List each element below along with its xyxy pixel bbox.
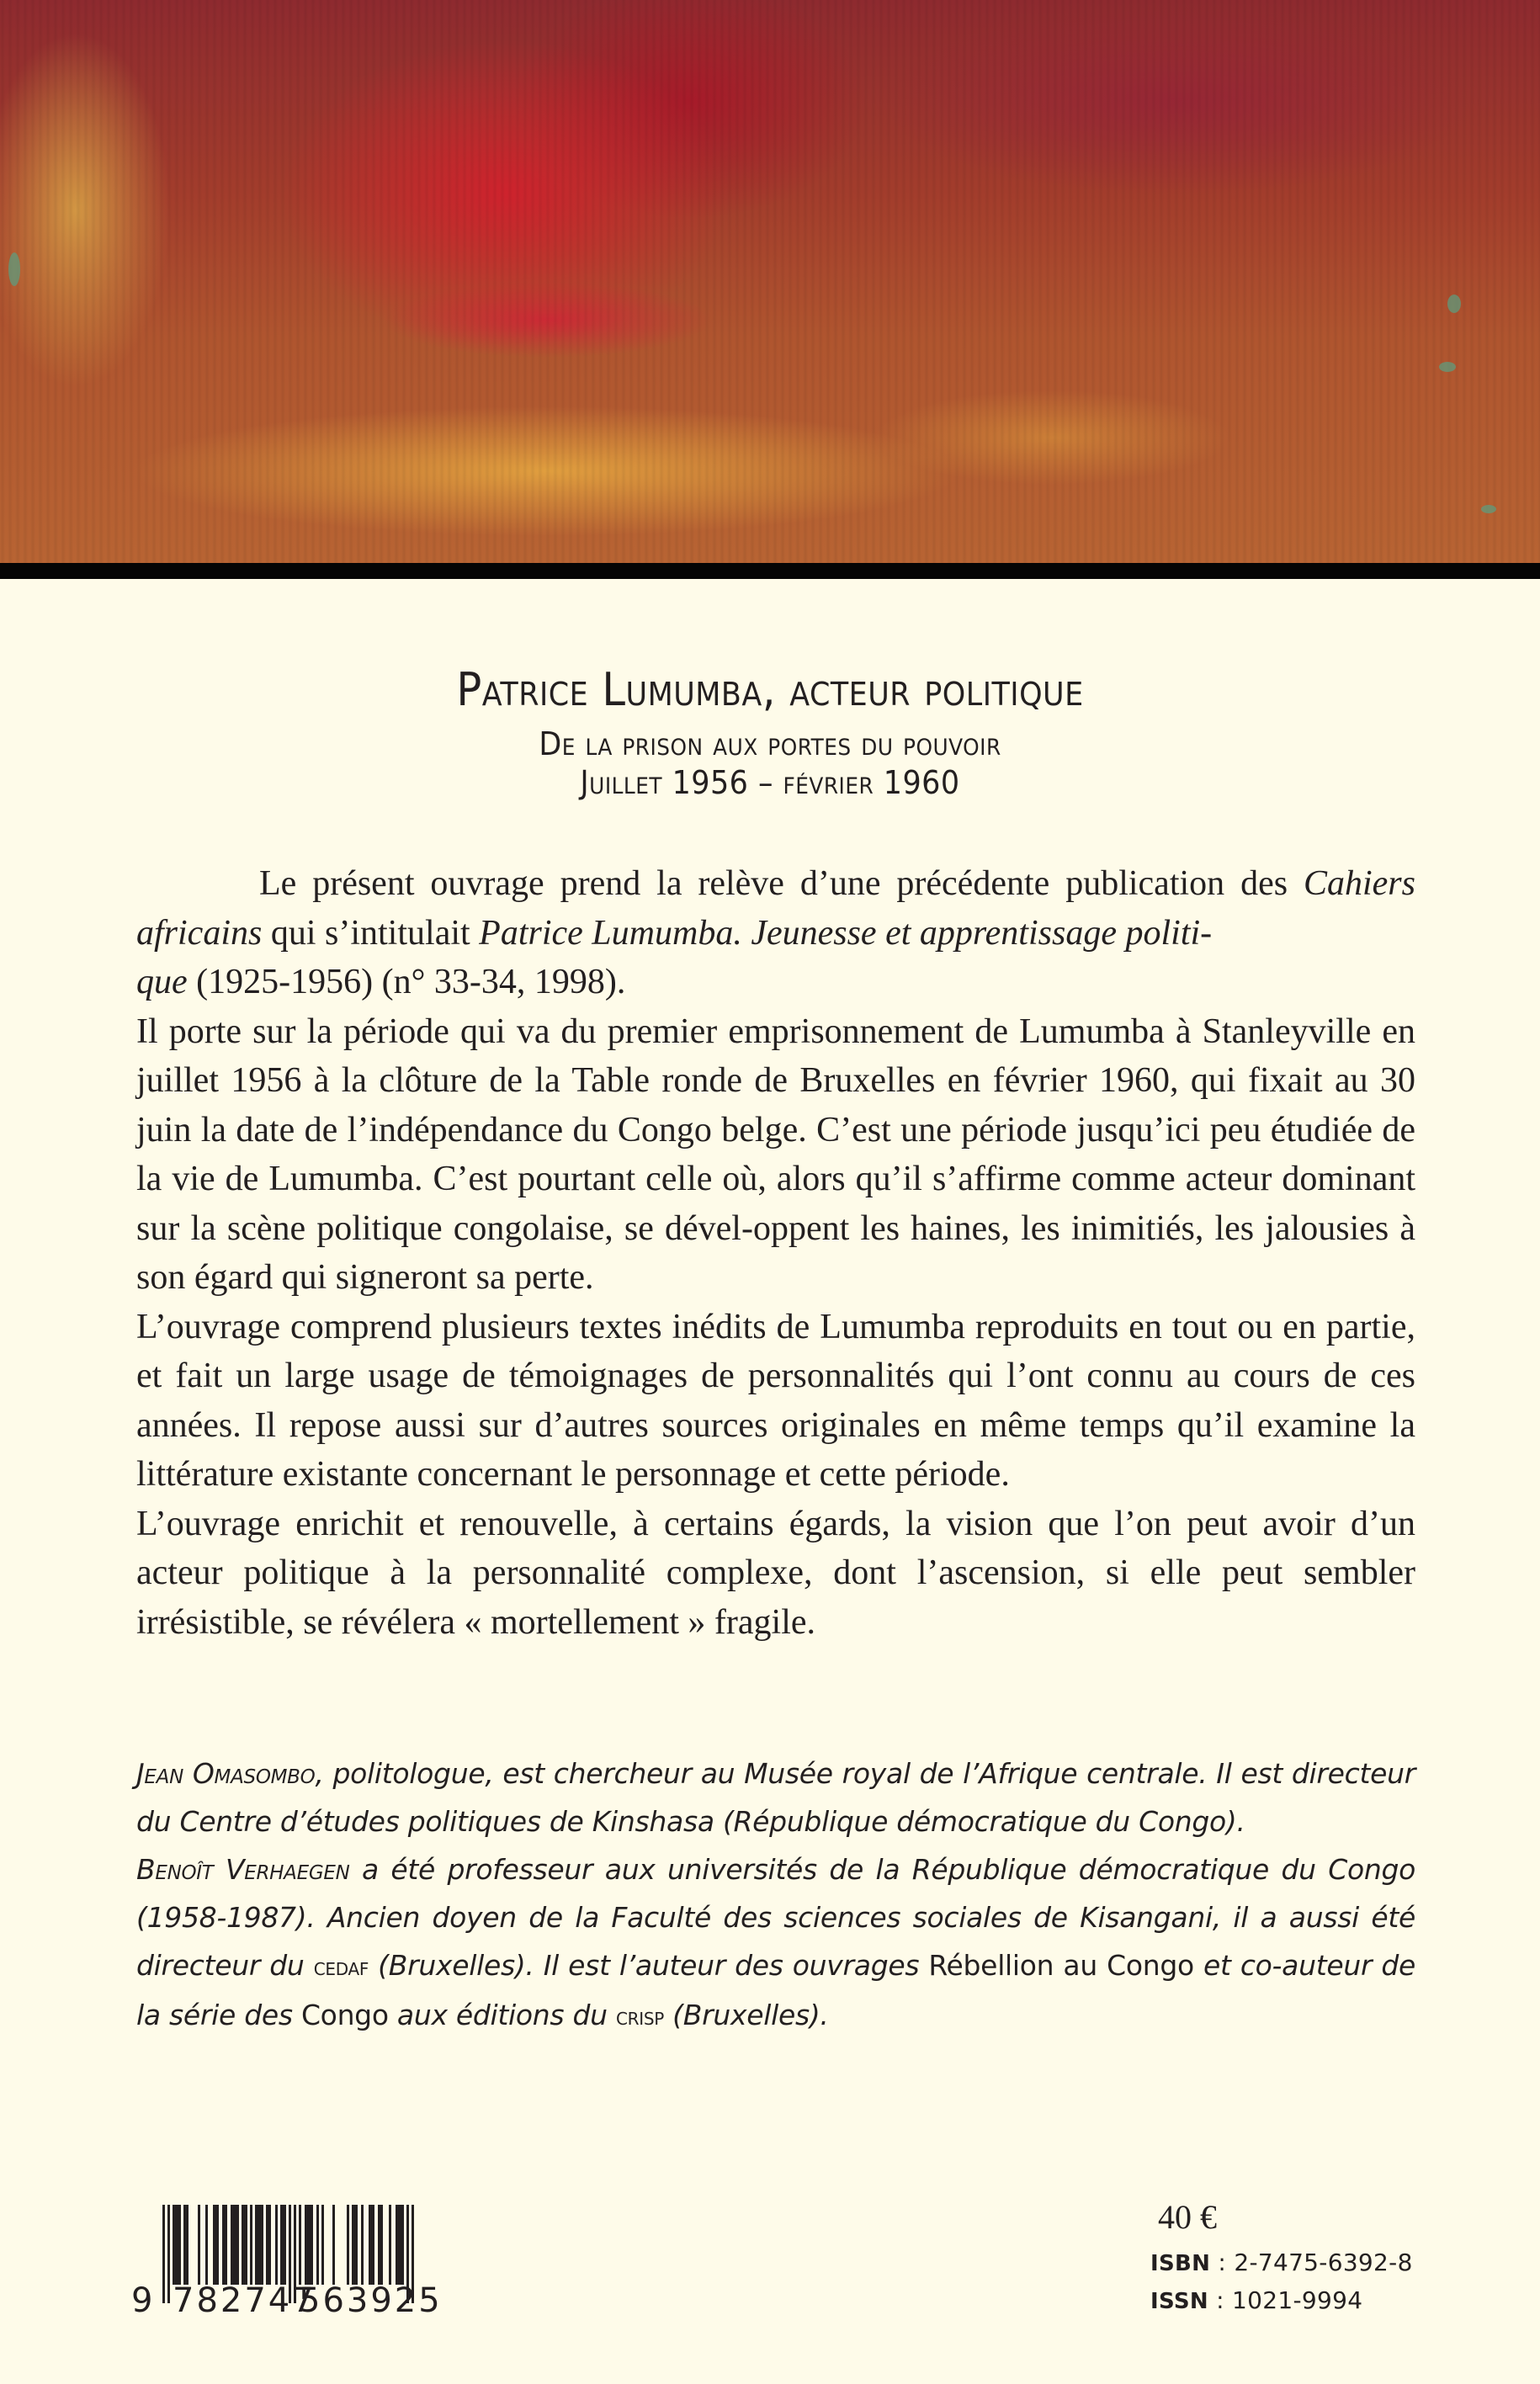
issn: ISSN : 1021-9994 [1150, 2286, 1363, 2314]
blurb [136, 859, 1415, 1647]
cover-painting [0, 0, 1540, 563]
series-title: Cahiers africains [136, 864, 1415, 953]
paint-fleck [8, 252, 20, 286]
author-bio-2: Benoît Verhaegen a été professeur aux universités de la République démocratique du Congo (1958-1987). Ancien doyen de la Faculté des sciences sociales de Kisangani, il a aussi été directeur du cedaf (Bruxelles). Il est l’auteur des ouvrages Rébellion au Congo et co-auteur de la série des Congo aux éditions du crisp (Bruxelles). [136, 1853, 1416, 2031]
book-reference: Congo [300, 1999, 389, 2031]
paint-fleck [1447, 295, 1461, 313]
blurb-paragraph-4: L’ouvrage enrichit et renouvelle, à certains égards, la vision que l’on peut avoir d’un acteur politique à la personnalité complexe, dont l’ascension, si elle peut sembler irrésistible, se révélera « mortellement » fragile. [136, 1504, 1415, 1642]
paint-fleck [1481, 505, 1496, 513]
price: 40 € [1158, 2198, 1217, 2236]
previous-book-title: Patrice Lumumba. Jeunesse et apprentissage politi- que [136, 913, 1213, 1001]
book-reference: Rébellion au Congo [928, 1949, 1194, 1982]
barcode-left-digits: 782747 [173, 2281, 316, 2320]
author-name: Jean Omasombo [136, 1757, 316, 1790]
divider-bar [0, 563, 1540, 579]
author-name: Benoît Verhaegen [136, 1853, 350, 1886]
barcode-lead-digit: 9 [131, 2281, 153, 2320]
book-date-range: Juillet 1956 – février 1960 [580, 764, 960, 801]
barcode-right-digits: 563925 [299, 2281, 443, 2320]
blurb-paragraph-2: Il porte sur la période qui va du premier emprisonnement de Lumumba à Stanleyville en juillet 1956 à la clôture de la Table ronde de Bruxelles en février 1960, qui fixait au 30 juin la date de l’indépendance du Congo belge. C’est une période jusqu’ici peu étudiée de la vie de Lumumba. C’est pourtant celle où, alors qu’il s’affirme comme acteur dominant sur la scène politique congolaise, se dével-oppent les haines, les inimitiés, les jalousies à son égard qui signeront sa perte. [136, 1011, 1415, 1297]
isbn: ISBN : 2-7475-6392-8 [1150, 2249, 1413, 2276]
paint-fleck [1439, 362, 1456, 372]
blurb-paragraph-1: Le présent ouvrage prend la relève d’une précédente publication des Cahiers africains qui s’intitulait Patrice Lumumba. Jeunesse et apprentissage politi- que (1925-1956) (n° 33-34, 1998). [136, 864, 1415, 1001]
paint-texture [0, 0, 1540, 563]
book-title: Patrice Lumumba, acteur politique [456, 663, 1084, 716]
author-bio-1: Jean Omasombo, politologue, est chercheur au Musée royal de l’Afrique centrale. Il est directeur du Centre d’études politiques de Kinshasa (République démocratique du Congo). [136, 1757, 1415, 1838]
blurb-paragraph-3: L’ouvrage comprend plusieurs textes inédits de Lumumba reproduits en tout ou en partie, et fait un large usage de témoignages de personnalités qui l’ont connu au cours de ces années. Il repose aussi sur d’autres sources originales en même temps qu’il examine la littérature existante concernant le personnage et cette période. [136, 1307, 1415, 1494]
author-bios [136, 1750, 1415, 2041]
book-subtitle: De la prison aux portes du pouvoir [539, 725, 1001, 762]
